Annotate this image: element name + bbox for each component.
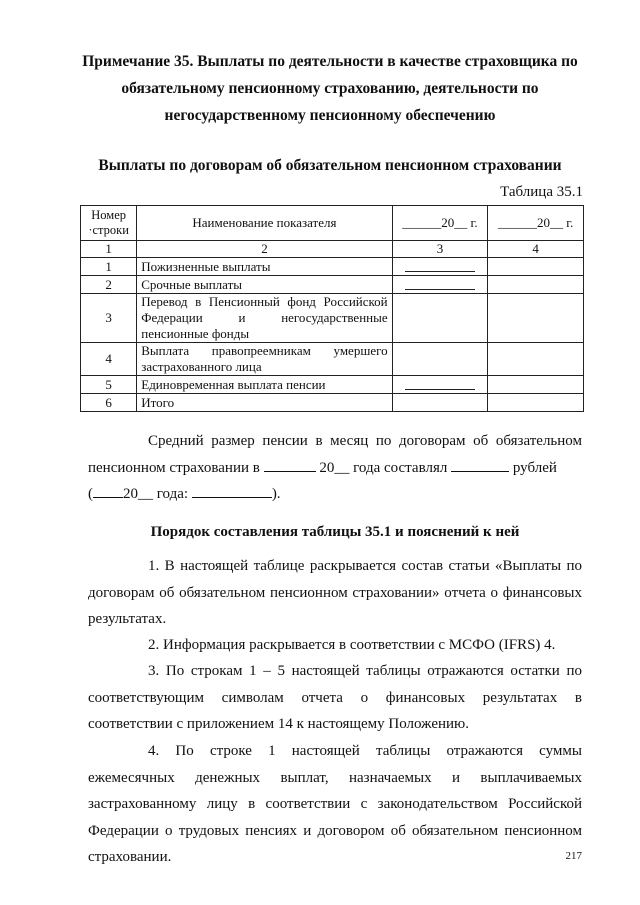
table-label: Таблица 35.1 <box>500 184 583 200</box>
blank-field <box>397 276 484 293</box>
payments-table <box>80 205 584 412</box>
column-index-row <box>81 241 584 258</box>
row-number: 2 <box>81 276 137 294</box>
row-name: Пожизненные выплаты <box>137 258 392 276</box>
paragraph: 3. По строкам 1 – 5 настоящей таблицы отражаются остатки по соответствующим символам отчета о финансовых результатах в соответствии с приложением 14 к настоящему Положению. <box>88 663 582 732</box>
row-value-col3 <box>392 294 488 343</box>
header-year-col3: ______20__ г. <box>392 206 488 241</box>
row-value-col4 <box>488 258 584 276</box>
row-number: 1 <box>81 258 137 276</box>
column-index: 4 <box>488 241 584 258</box>
row-number: 3 <box>81 294 137 343</box>
procedure-heading: Порядок составления таблицы 35.1 и пояснений к ней <box>150 524 520 540</box>
blank-field <box>264 457 316 472</box>
blank-field <box>397 376 484 393</box>
table-row <box>81 394 584 412</box>
table-row <box>81 258 584 276</box>
row-value-col3 <box>392 343 488 376</box>
table-row <box>81 276 584 294</box>
row-value-col3 <box>392 258 488 276</box>
paragraph: 4. По строке 1 настоящей таблицы отражаются суммы ежемесячных денежных выплат, назначаемых и выплачиваемых застрахованному лицу в соответствии с законодательством Российской Федерации о трудовых пенсиях и договором об обязательном пенсионном страховании. <box>88 743 582 865</box>
row-name: Перевод в Пенсионный фонд Российской Федерации и негосударственные пенсионные фонды <box>137 294 392 343</box>
title-line-2: обязательному пенсионному страхованию, деятельности по <box>121 80 539 97</box>
row-value-col4 <box>488 294 584 343</box>
blank-field <box>192 483 272 498</box>
row-value-col4 <box>488 343 584 376</box>
paragraph: 1. В настоящей таблице раскрывается состав статьи «Выплаты по договорам об обязательном пенсионном страховании» отчета о финансовых результатах. <box>88 558 582 627</box>
table-row <box>81 343 584 376</box>
paragraph: 2. Информация раскрывается в соответствии с МСФО (IFRS) 4. <box>148 637 556 653</box>
row-value-col4 <box>488 394 584 412</box>
column-index: 2 <box>137 241 392 258</box>
row-value-col3 <box>392 276 488 294</box>
blank-field <box>397 258 484 275</box>
header-row-number: Номер ·строки <box>81 206 137 241</box>
page-number: 217 <box>565 850 582 862</box>
blank-field <box>451 457 509 472</box>
column-index: 3 <box>392 241 488 258</box>
section-heading: Выплаты по договорам об обязательном пенсионном страховании <box>98 157 562 174</box>
page-title <box>60 48 600 129</box>
header-year-col4: ______20__ г. <box>488 206 584 241</box>
row-number: 6 <box>81 394 137 412</box>
table-row <box>81 376 584 394</box>
title-line-1: Примечание 35. Выплаты по деятельности в качестве страховщика по <box>82 53 578 70</box>
row-value-col3 <box>392 376 488 394</box>
row-name: Срочные выплаты <box>137 276 392 294</box>
title-line-3: негосударственному пенсионному обеспечению <box>164 107 496 124</box>
blank-field <box>93 483 123 498</box>
column-index: 1 <box>81 241 137 258</box>
average-pension-paragraph: Средний размер пенсии в месяц по договорам об обязательном пенсионном страховании в 20__ года составлял рублей ( 20__ года: ). <box>88 433 582 502</box>
row-value-col3 <box>392 394 488 412</box>
row-number: 5 <box>81 376 137 394</box>
row-value-col4 <box>488 376 584 394</box>
row-number: 4 <box>81 343 137 376</box>
row-name: Единовременная выплата пенсии <box>137 376 392 394</box>
table-row <box>81 294 584 343</box>
table-header-row <box>81 206 584 241</box>
row-value-col4 <box>488 276 584 294</box>
row-name: Выплата правопреемникам умершего застрахованного лица <box>137 343 392 376</box>
row-name: Итого <box>137 394 392 412</box>
header-indicator-name: Наименование показателя <box>137 206 392 241</box>
